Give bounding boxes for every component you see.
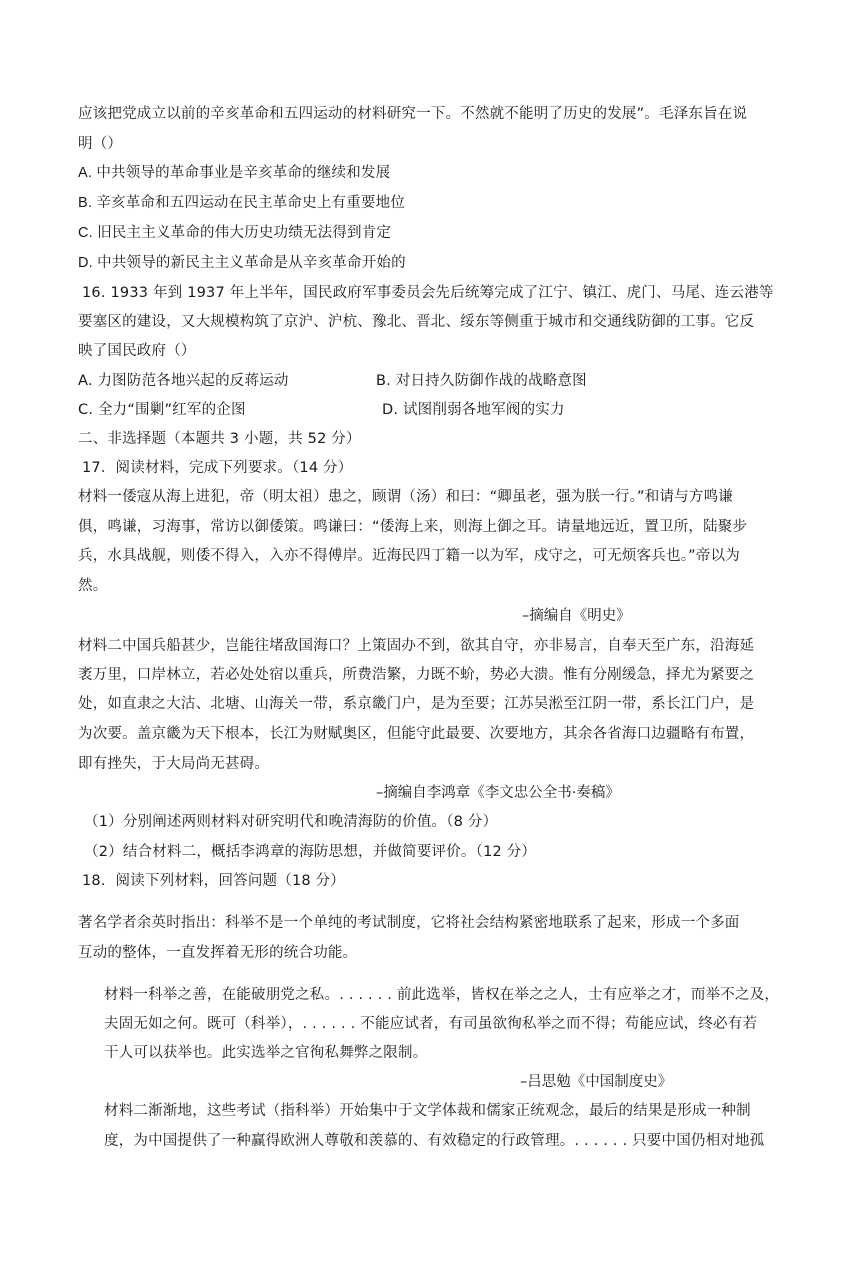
q17-material2-line: 即有挫失，于大局尚无甚碍。 bbox=[78, 756, 270, 772]
q15-option-b: B. 辛亥革命和五四运动在民主革命史上有重要地位 bbox=[78, 195, 406, 211]
q15-option-c: C. 旧民主主义革命的伟大历史功绩无法得到肯定 bbox=[78, 225, 392, 241]
q17-material1-line: 兵，水具战舰，则倭不得入，入亦不得傅岸。近海民四丁籍一以为军，戍守之，可无烦客兵也。”帝以为 bbox=[78, 548, 740, 564]
q17-material2-line: 处，如直隶之大沽、北塘、山海关一带，系京畿门户，是为至要；江苏吴淞至江阴一带，系长江门户，是 bbox=[78, 696, 755, 712]
q18-intro-line: 互动的整体，一直发挥着无形的统合功能。 bbox=[78, 945, 358, 961]
q17-material2-line: 为次要。盖京畿为天下根本，长江为财赋奥区，但能守此最要、次要地方，其余各省海口边疆略有布置， bbox=[78, 726, 755, 742]
q17-subquestion-1: （1）分别阐述两则材料对研究明代和晚清海防的价值。（8 分） bbox=[84, 814, 498, 830]
q15-option-a: A. 中共领导的革命事业是辛亥革命的继续和发展 bbox=[78, 165, 391, 181]
q16-line-3: 映了国民政府（） bbox=[78, 343, 196, 359]
q16-option-a: A. 力图防范各地兴起的反蒋运动 bbox=[78, 373, 289, 389]
q17-material1-line: 材料一倭寇从海上进犯，帝（明太祖）患之，顾谓（汤）和曰：“卿虽老，强为朕一行。”和请与方鸣谦 bbox=[78, 489, 733, 505]
q18-material1-line: 夫固无如之何。既可（科举），. . . . . . 不能应试者，有司虽欲徇私举之而不得；苟能应试，终必有若 bbox=[104, 1016, 758, 1032]
q16-line-2: 要塞区的建设，又大规模构筑了京沪、沪杭、豫北、晋北、绥东等侧重于城市和交通线防御的工事。它反 bbox=[78, 314, 755, 330]
q15-line-2: 明（） bbox=[78, 136, 123, 152]
q16-option-b: B. 对日持久防御作战的战略意图 bbox=[376, 373, 587, 389]
q16-option-d: D. 试图削弱各地军阀的实力 bbox=[382, 402, 565, 418]
q18-intro-line: 著名学者余英时指出：科举不是一个单纯的考试制度，它将社会结构紧密地联系了起来，形成一个多面 bbox=[78, 915, 740, 931]
q17-subquestion-2: （2）结合材料二，概括李鸿章的海防思想，并做简要评价。（12 分） bbox=[84, 844, 537, 860]
q18-material2-line: 度，为中国提供了一种赢得欧洲人尊敬和羡慕的、有效稳定的行政管理。. . . . . . 只要中国仍相对地孤 bbox=[104, 1133, 765, 1149]
q15-option-d: D. 中共领导的新民主主义革命是从辛亥革命开始的 bbox=[78, 255, 406, 271]
q17-material1-line: 俱，鸣谦，习海事，常访以御倭策。鸣谦曰：“倭海上来，则海上御之耳。请量地远近，置卫所，陆聚步 bbox=[78, 519, 748, 535]
q18-material2-line: 材料二渐渐地，这些考试（指科举）开始集中于文学体裁和儒家正统观念，最后的结果是形成一种制 bbox=[104, 1103, 751, 1119]
q18-material1-line: 干人可以获举也。此实选举之官徇私舞弊之限制。 bbox=[104, 1045, 428, 1061]
q16-option-c: C. 全力“围剿”红军的企图 bbox=[78, 402, 246, 418]
q17-material1-line: 然。 bbox=[78, 578, 108, 594]
q15-line-1: 应该把党成立以前的辛亥革命和五四运动的材料研究一下。不然就不能明了历史的发展”。毛泽东旨在说 bbox=[78, 106, 748, 122]
q18-material1-source: –吕思勉《中国制度史》 bbox=[520, 1074, 673, 1090]
section-heading: 二、非选择题（本题共 3 小题，共 52 分） bbox=[78, 431, 361, 447]
q18-title: 18．阅读下列材料，回答问题（18 分） bbox=[82, 873, 346, 889]
q17-material1-source: –摘编自《明史》 bbox=[522, 608, 631, 624]
q17-material2-line: 材料二中国兵船甚少，岂能往堵敌国海口？上策固办不到，欲其自守，亦非易言，自奉天至广东，沿海延 bbox=[78, 638, 755, 654]
q16-line-1: 16. 1933 年到 1937 年上半年，国民政府军事委员会先后统筹完成了江宁、镇江、虎门、马尾、连云港等 bbox=[82, 285, 774, 301]
q17-title: 17．阅读材料，完成下列要求。（14 分） bbox=[82, 460, 353, 476]
q17-material2-source: –摘编自李鸿章《李文忠公全书·奏稿》 bbox=[376, 785, 620, 801]
q18-material1-line: 材料一科举之善，在能破朋党之私。. . . . . . 前此选举，皆权在举之之人，士有应举之才，而举不之及， bbox=[104, 987, 780, 1003]
q17-material2-line: 袤万里，口岸林立，若必处处宿以重兵，所费浩繁，力既不蚧，势必大溃。惟有分剐缓急，择尤为紧要之 bbox=[78, 667, 755, 683]
